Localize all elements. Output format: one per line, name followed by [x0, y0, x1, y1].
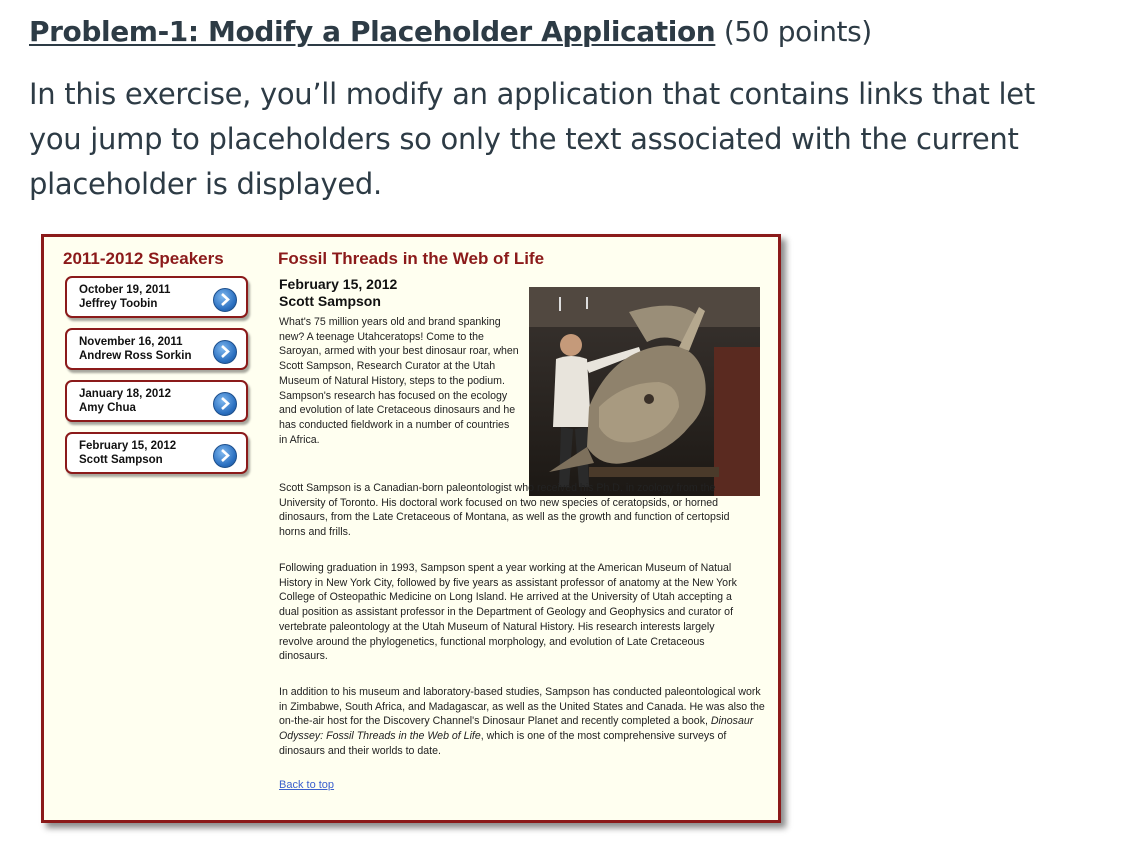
arrow-right-icon [213, 392, 237, 416]
bio-paragraph-3: Following graduation in 1993, Sampson spent a year working at the American Museum of Natual History in New York City, followed by five years as assistant professor of anatomy at the New York College of Osteopathic Medicine on Long Island. He arrived at the University of Utah accepting a dual position as assistant professor in the Department of Geology and Geophysics and curator of vertebrate paleontology at the Utah Museum of Natural History. His research interests largely revolve around the phylogenetics, functional morphology, and evolution of Late Cretaceous dinosaurs. [279, 562, 737, 663]
arrow-right-icon [213, 444, 237, 468]
speaker-name: Andrew Ross Sorkin [79, 350, 192, 362]
speaker-page-screenshot [41, 234, 781, 823]
speaker-name: Jeffrey Toobin [79, 298, 158, 310]
speaker-button-sorkin[interactable] [65, 328, 248, 370]
bio-paragraph-4-end: , which is one of the most comprehensive surveys of dinosaurs and their worlds to date. [279, 730, 727, 757]
bio-paragraph-1: What's 75 million years old and brand spanking new? A teenage Utahceratops! Come to the Saroyan, armed with your best dinosaur roar, when Scott Sampson, Research Curator at the Utah Museum of Natural History, steps to the podium. Sampson's research has focused on the ecology and evolution of late Cretaceous dinosaurs and he has conducted fieldwork in a number of countries in Africa. [279, 316, 519, 446]
article-speaker: Scott Sampson [279, 293, 381, 309]
speaker-date: November 16, 2011 [79, 336, 183, 348]
speaker-date: February 15, 2012 [79, 440, 177, 452]
problem-heading [29, 15, 872, 48]
speaker-name: Scott Sampson [79, 454, 163, 466]
speaker-button-sampson[interactable] [65, 432, 248, 474]
problem-points: (50 points) [723, 15, 872, 48]
speaker-date: October 19, 2011 [79, 284, 171, 296]
book-title: Dinosaur Odyssey: Fossil Threads in the Web of Life [279, 715, 754, 743]
article-date: February 15, 2012 [279, 276, 398, 292]
speaker-button-toobin[interactable] [65, 276, 248, 318]
article-title: Fossil Threads in the Web of Life [278, 249, 545, 268]
speaker-button-chua[interactable] [65, 380, 248, 422]
speaker-dinosaur-photo [529, 287, 760, 496]
arrow-right-icon [213, 340, 237, 364]
bio-paragraph-4-text: In addition to his museum and laboratory-based studies, Sampson has conducted paleontological work in Zimbabwe, South Africa, and Madagascar, as well as the United States and Canada. He was also the on-the-air host for the Discovery Channel's Dinosaur Planet and recently completed a book, [279, 686, 765, 728]
speaker-name: Amy Chua [79, 402, 136, 414]
arrow-right-icon [213, 288, 237, 312]
speaker-date: January 18, 2012 [79, 388, 172, 400]
bio-paragraph-4 [279, 685, 769, 759]
back-to-top-link[interactable]: Back to top [279, 779, 335, 791]
intro-paragraph: In this exercise, you’ll modify an application that contains links that let you jump to placeholders so only the text associated with the current placeholder is displayed. [29, 77, 1035, 201]
sidebar-title: 2011-2012 Speakers [63, 249, 224, 268]
bio-paragraph-2: Scott Sampson is a Canadian-born paleontologist who received his Ph.D. in zoology from the University of Toronto. His doctoral work focused on two new species of ceratopsids, or horned dinosaurs, from the Late Cretaceous of Montana, as well as the growth and function of certopsid horns and frills. [279, 482, 730, 539]
problem-title: Problem-1: Modify a Placeholder Application [29, 15, 716, 48]
